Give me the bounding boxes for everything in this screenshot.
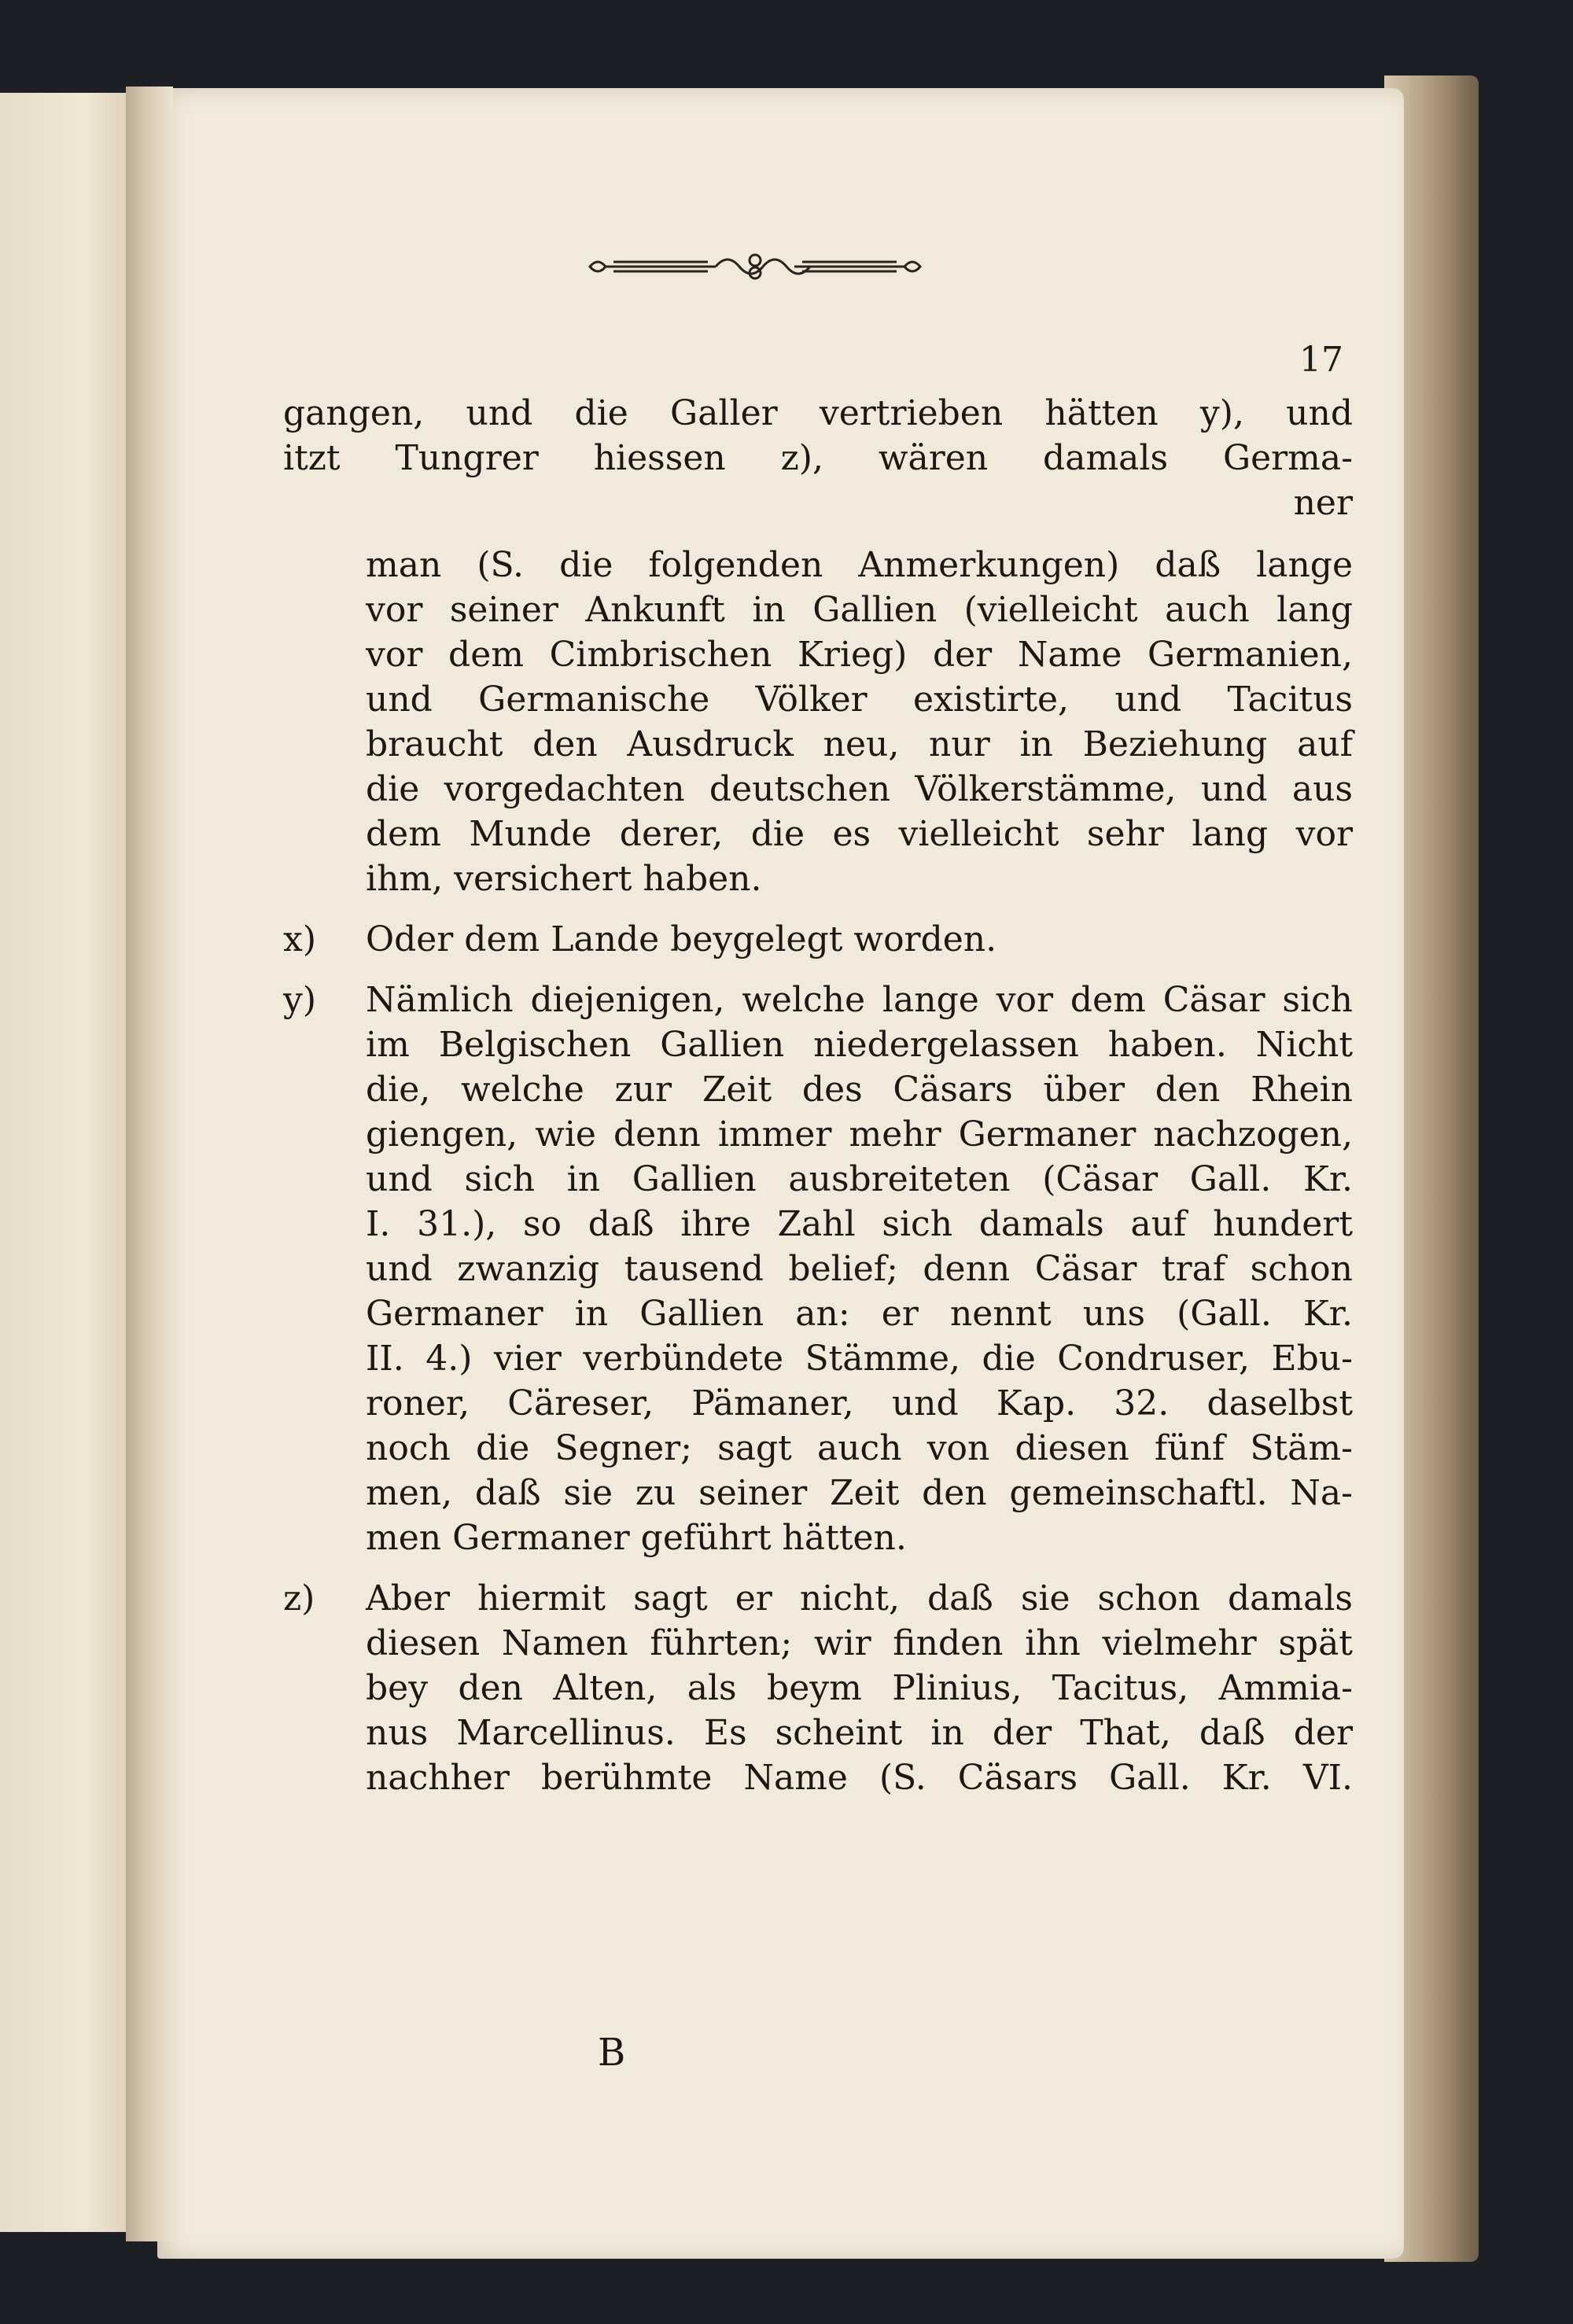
footnote-line: giengen, wie denn immer mehr Germaner nachzogen, xyxy=(366,1114,1353,1155)
footnote-line: men, daß sie zu seiner Zeit den gemeinschaftl. Na- xyxy=(366,1473,1353,1513)
footnote-marker: z) xyxy=(283,1578,315,1619)
signature-mark: B xyxy=(598,2031,626,2075)
footnote-y xyxy=(283,978,1353,1560)
footnote-line: II. 4.) vier verbündete Stämme, die Condruser, Ebu- xyxy=(366,1339,1353,1379)
footnote-line: diesen Namen führten; wir finden ihn vielmehr spät xyxy=(366,1623,1353,1663)
footnote-line: Germaner in Gallien an: er nennt uns (Gall. Kr. xyxy=(366,1294,1353,1334)
page-number: 17 xyxy=(1299,340,1343,380)
main-text-line: itzt Tungrer hiessen z), wären damals Germa- xyxy=(283,438,1353,478)
footnote-line: roner, Cäreser, Pämaner, und Kap. 32. daselbst xyxy=(366,1383,1353,1423)
footnote-line: die vorgedachten deutschen Völkerstämme, und aus xyxy=(366,769,1353,809)
footnote-line: nus Marcellinus. Es scheint in der That, daß der xyxy=(366,1713,1353,1753)
footnote-line: man (S. die folgenden Anmerkungen) daß lange xyxy=(366,545,1353,585)
footnote-line: dem Munde derer, die es vielleicht sehr lang vor xyxy=(366,814,1353,854)
footnote-marker: y) xyxy=(283,980,317,1020)
footnote-marker: x) xyxy=(283,919,316,959)
footnote-line: nachher berühmte Name (S. Cäsars Gall. Kr. VI. xyxy=(366,1758,1353,1798)
footnote-line: und zwanzig tausend belief; denn Cäsar traf schon xyxy=(366,1249,1353,1289)
footnote-line: noch die Segner; sagt auch von diesen fünf Stäm- xyxy=(366,1428,1353,1468)
footnote-x xyxy=(283,917,1353,962)
footnote-line: und Germanische Völker existirte, und Tacitus xyxy=(366,680,1353,720)
footnote-line: im Belgischen Gallien niedergelassen haben. Nicht xyxy=(366,1025,1353,1065)
facing-page-edge xyxy=(0,93,142,2232)
footnote-line: I. 31.), so daß ihre Zahl sich damals auf hundert xyxy=(366,1204,1353,1244)
main-text-line: gangen, und die Galler vertrieben hätten y), und xyxy=(283,393,1353,433)
footnote-z xyxy=(283,1576,1353,1800)
footnote-line: und sich in Gallien ausbreiteten (Cäsar Gall. Kr. xyxy=(366,1159,1353,1199)
header-ornament xyxy=(582,249,928,284)
book-page xyxy=(157,88,1404,2259)
footnote-line: Oder dem Lande beygelegt worden. xyxy=(366,919,997,959)
book-gutter xyxy=(126,87,173,2241)
catchword: ner xyxy=(1293,483,1353,523)
footnote-line: braucht den Ausdruck neu, nur in Beziehung auf xyxy=(366,724,1353,764)
footnote-continuation xyxy=(283,543,1353,901)
footnote-line: Aber hiermit sagt er nicht, daß sie schon damals xyxy=(366,1578,1353,1619)
text-block xyxy=(283,391,1353,1800)
footnote-line: men Germaner geführt hätten. xyxy=(366,1518,907,1558)
footnote-line: die, welche zur Zeit des Cäsars über den Rhein xyxy=(366,1070,1353,1110)
footnote-line: Nämlich diejenigen, welche lange vor dem Cäsar sich xyxy=(366,980,1353,1020)
footnote-line: vor dem Cimbrischen Krieg) der Name Germanien, xyxy=(366,635,1353,675)
footnote-line: bey den Alten, als beym Plinius, Tacitus, Ammia- xyxy=(366,1668,1353,1708)
footnote-line: vor seiner Ankunft in Gallien (vielleicht auch lang xyxy=(366,590,1353,630)
footnote-line: ihm, versichert haben. xyxy=(366,859,762,899)
